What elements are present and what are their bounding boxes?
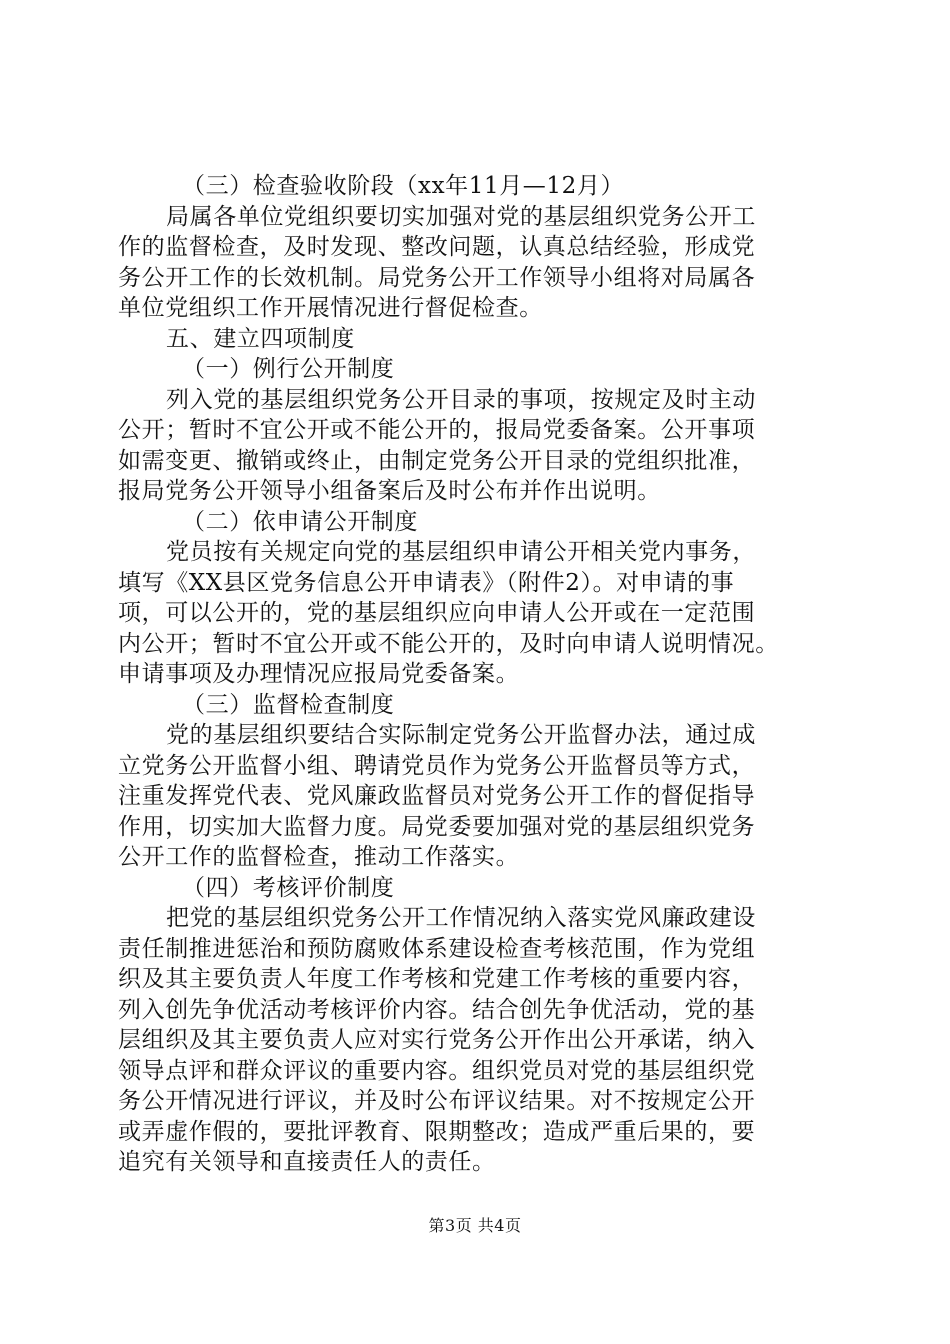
text-line: 列入党的基层组织党务公开目录的事项，按规定及时主动 (166, 386, 756, 413)
text-line: （四）考核评价制度 (182, 874, 395, 901)
text-line: 如需变更、撤销或终止，由制定党务公开目录的党组织批准， (118, 447, 756, 474)
text-line: 领导点评和群众评议的重要内容。组织党员对党的基层组织党 (118, 1057, 756, 1084)
text-line: （三）检查验收阶段（xx年11月—12月） (182, 173, 625, 199)
text-line: 列入创先争优活动考核评价内容。结合创先争优活动，党的基 (118, 996, 756, 1023)
text-line: （三）监督检查制度 (182, 691, 395, 718)
text-line: 单位党组织工作开展情况进行督促检查。 (118, 295, 543, 321)
page-number-footer: 第3页 共4页 (428, 1216, 522, 1235)
text-line: 局属各单位党组织要切实加强对党的基层组织党务公开工 (166, 203, 756, 230)
text-line: 党员按有关规定向党的基层组织申请公开相关党内事务， (166, 539, 756, 565)
text-line: 立党务公开监督小组、聘请党员作为党务公开监督员等方式， (118, 752, 756, 779)
text-line: 作用，切实加大监督力度。局党委要加强对党的基层组织党务 (118, 813, 756, 840)
text-line: （一）例行公开制度 (182, 356, 395, 382)
text-line: （二）依申请公开制度 (182, 508, 418, 535)
text-line: 追究有关领导和直接责任人的责任。 (118, 1149, 496, 1175)
text-line: 五、建立四项制度 (166, 325, 355, 352)
text-line: 作的监督检查，及时发现、整改问题，认真总结经验，形成党 (118, 234, 756, 260)
text-line: 责任制推进惩治和预防腐败体系建设检查考核范围，作为党组 (118, 935, 756, 962)
text-line: 申请事项及办理情况应报局党委备案。 (118, 661, 520, 687)
text-line: 注重发挥党代表、党风廉政监督员对党务公开工作的督促指导 (118, 783, 756, 809)
text-line: 内公开；暂时不宜公开或不能公开的，及时向申请人说明情况。 (118, 630, 779, 657)
text-line: 务公开工作的长效机制。局党务公开工作领导小组将对局属各 (118, 264, 756, 291)
text-line: 填写《XX县区党务信息公开申请表》（附件2）。对申请的事 (118, 569, 735, 596)
text-line: 织及其主要负责人年度工作考核和党建工作考核的重要内容， (118, 966, 756, 992)
text-line: 把党的基层组织党务公开工作情况纳入落实党风廉政建设 (166, 905, 756, 931)
text-line: 公开工作的监督检查，推动工作落实。 (118, 844, 520, 870)
document-body (118, 171, 838, 1178)
text-line: 项，可以公开的，党的基层组织应向申请人公开或在一定范围 (118, 600, 756, 626)
text-line: 务公开情况进行评议，并及时公布评议结果。对不按规定公开 (118, 1088, 756, 1114)
text-line: 层组织及其主要负责人应对实行党务公开作出公开承诺，纳入 (118, 1027, 756, 1053)
text-line: 党的基层组织要结合实际制定党务公开监督办法，通过成 (166, 722, 756, 748)
text-line: 报局党务公开领导小组备案后及时公布并作出说明。 (118, 478, 661, 504)
text-line: 公开；暂时不宜公开或不能公开的，报局党委备案。公开事项 (118, 417, 756, 443)
text-line: 或弄虚作假的，要批评教育、限期整改；造成严重后果的，要 (118, 1118, 756, 1145)
